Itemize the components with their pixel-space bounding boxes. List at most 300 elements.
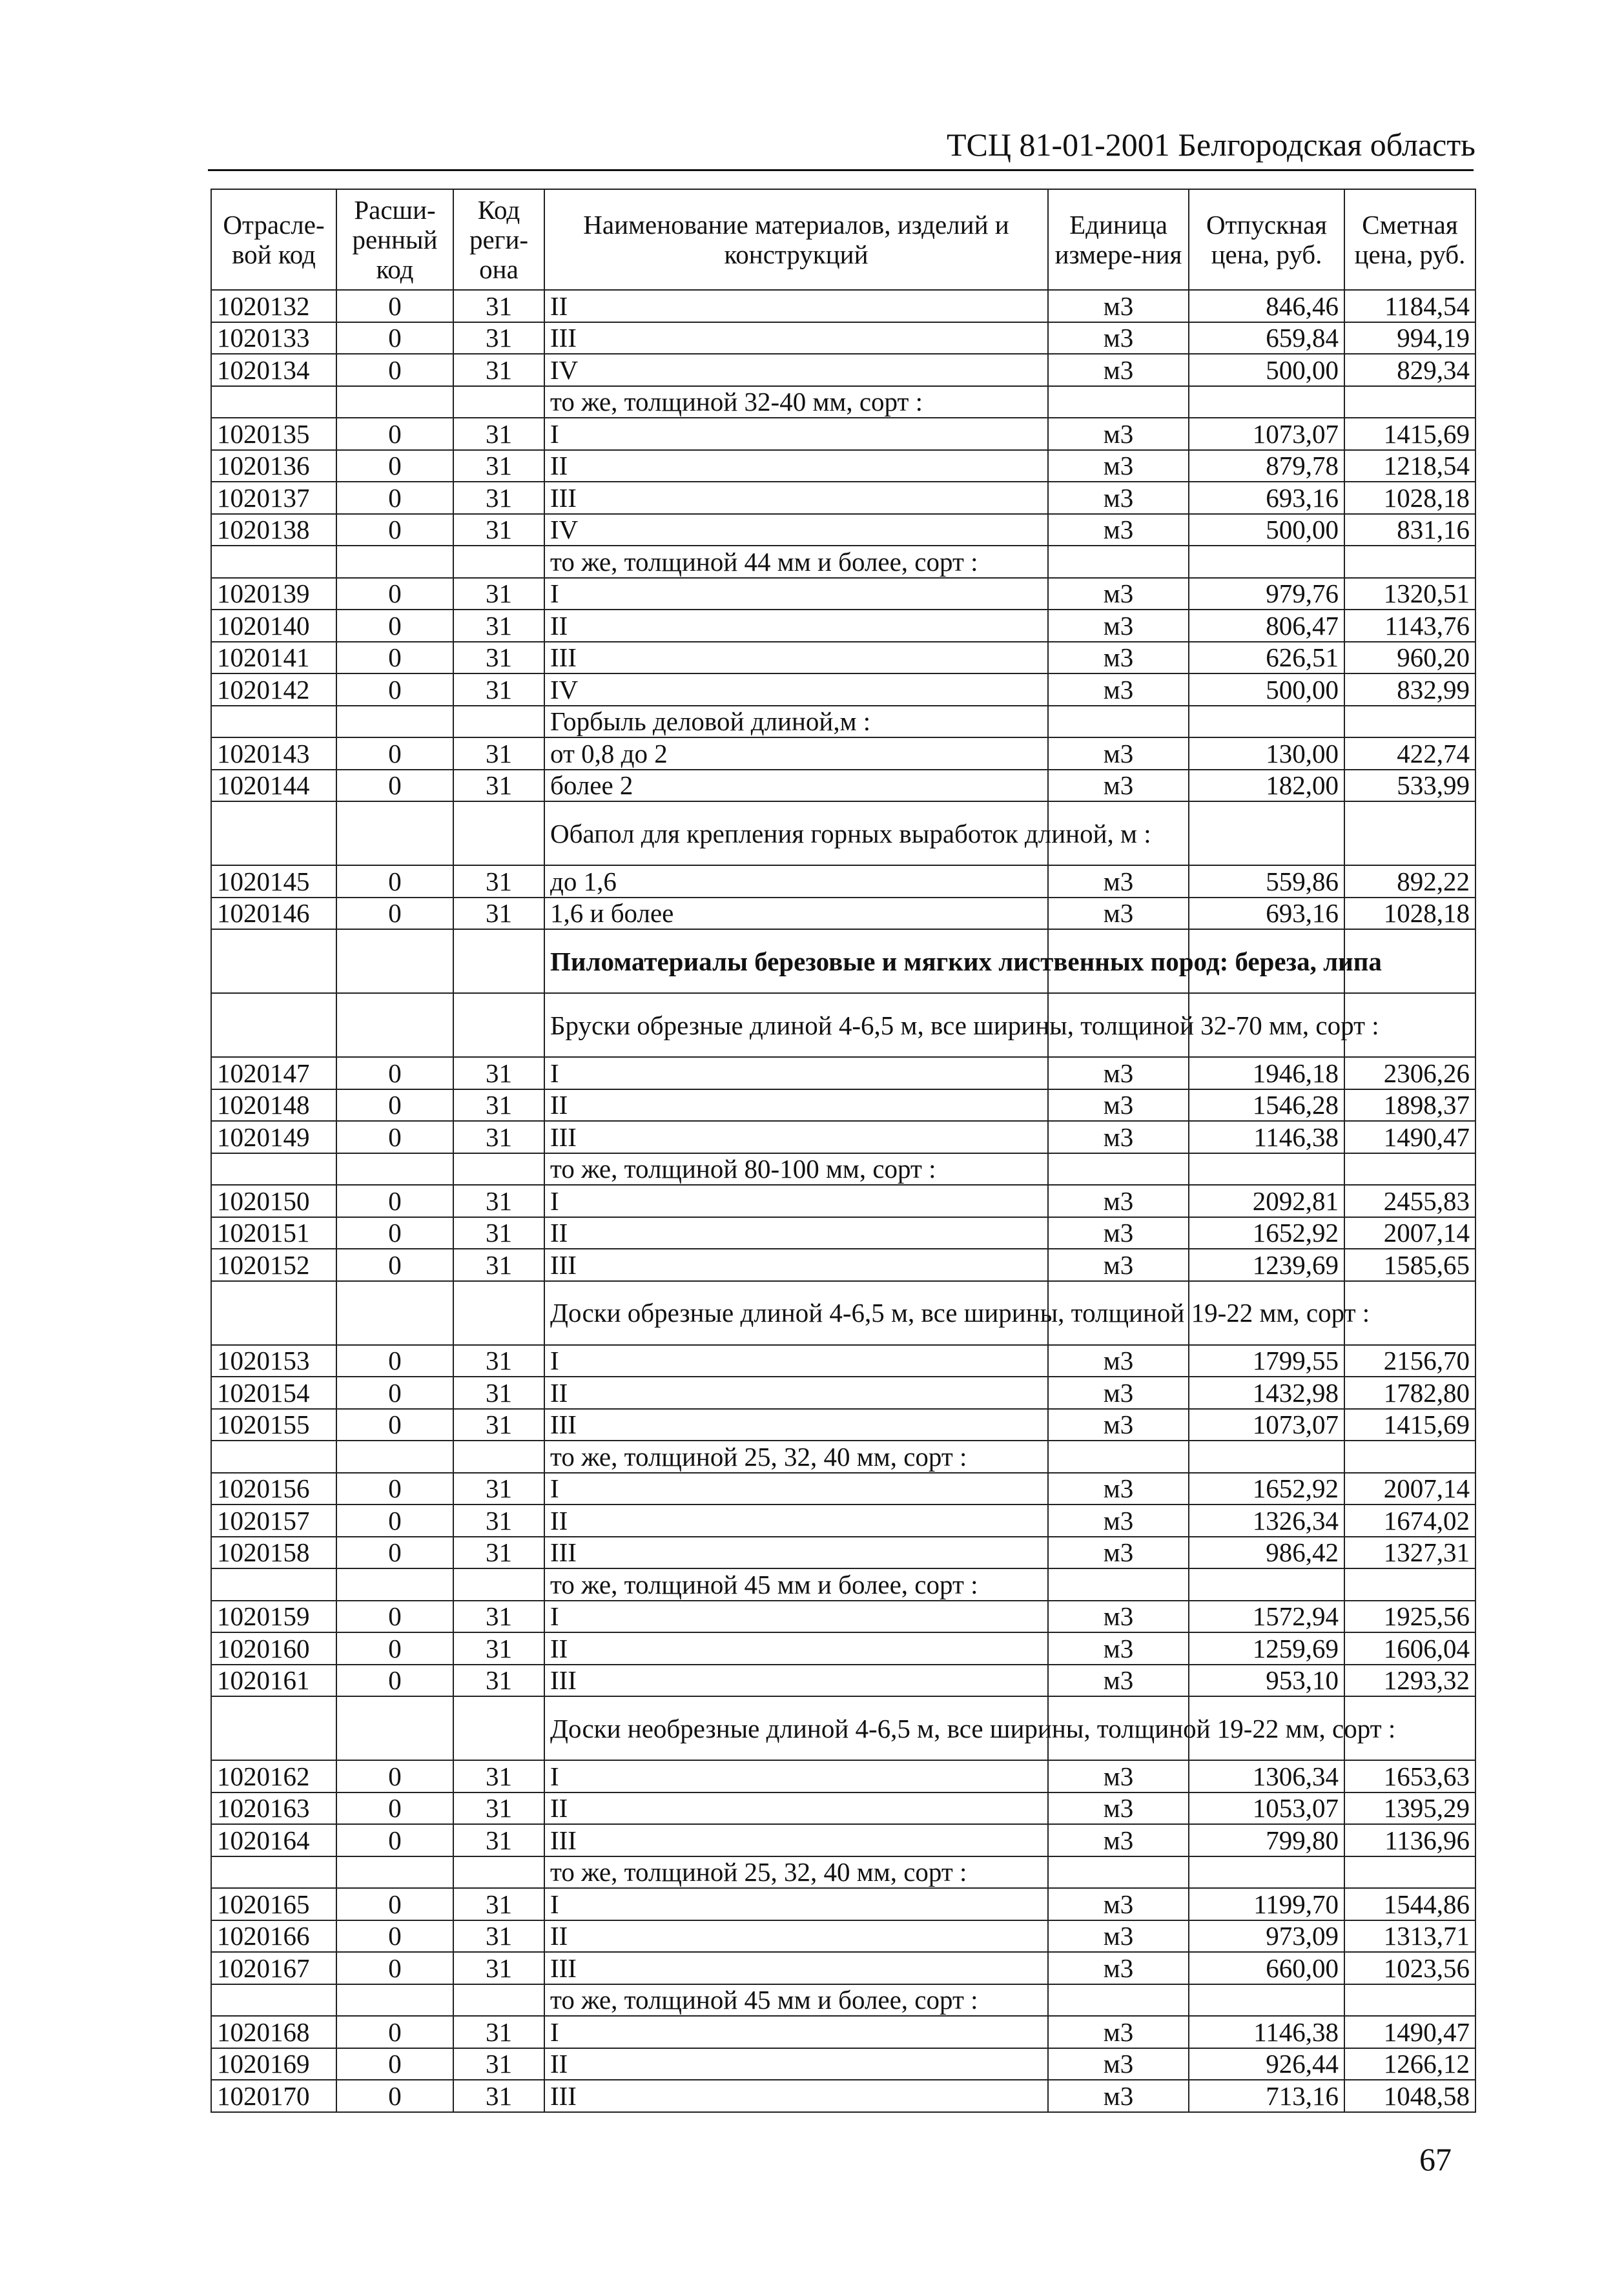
industry-code-cell — [211, 706, 336, 738]
estimate-price-cell: 1925,56 — [1344, 1601, 1475, 1633]
estimate-price-cell: 994,19 — [1344, 322, 1475, 354]
region-code-cell — [453, 706, 544, 738]
industry-code-cell: 1020162 — [211, 1760, 336, 1792]
unit-cell: м3 — [1048, 1473, 1189, 1505]
estimate-price-cell: 960,20 — [1344, 642, 1475, 674]
material-name-cell: I — [544, 1760, 1048, 1792]
industry-code-cell: 1020150 — [211, 1185, 336, 1217]
estimate-price-cell: 2007,14 — [1344, 1217, 1475, 1249]
extended-code-cell: 0 — [336, 1920, 453, 1953]
release-price-cell — [1189, 1153, 1344, 1186]
industry-code-cell: 1020156 — [211, 1473, 336, 1505]
extended-code-cell: 0 — [336, 770, 453, 802]
estimate-price-cell — [1344, 386, 1475, 418]
estimate-price-cell: 1143,76 — [1344, 610, 1475, 642]
industry-code-cell — [211, 801, 336, 865]
region-code-cell: 31 — [453, 322, 544, 354]
extended-code-cell — [336, 1984, 453, 2017]
release-price-cell: 973,09 — [1189, 1920, 1344, 1953]
estimate-price-cell — [1344, 1441, 1475, 1473]
release-price-cell: 626,51 — [1189, 642, 1344, 674]
release-price-cell: 1946,18 — [1189, 1057, 1344, 1089]
table-section-row — [211, 929, 1475, 993]
extended-code-cell: 0 — [336, 578, 453, 610]
industry-code-cell: 1020163 — [211, 1792, 336, 1825]
col-header-unit: Единица измере-ния — [1048, 189, 1189, 290]
industry-code-cell: 1020148 — [211, 1089, 336, 1122]
material-name-cell: III — [544, 1121, 1048, 1153]
region-code-cell: 31 — [453, 865, 544, 898]
material-name-cell: то же, толщиной 25, 32, 40 мм, сорт : — [544, 1441, 1048, 1473]
region-code-cell: 31 — [453, 450, 544, 482]
table-row — [211, 1888, 1475, 1920]
extended-code-cell: 0 — [336, 737, 453, 770]
unit-cell: м3 — [1048, 1632, 1189, 1665]
region-code-cell: 31 — [453, 2048, 544, 2080]
extended-code-cell: 0 — [336, 1665, 453, 1697]
unit-cell: м3 — [1048, 1665, 1189, 1697]
unit-cell: м3 — [1048, 1537, 1189, 1569]
table-row — [211, 514, 1475, 546]
release-price-cell: 1239,69 — [1189, 1249, 1344, 1281]
region-code-cell: 31 — [453, 1824, 544, 1856]
unit-cell: м3 — [1048, 1792, 1189, 1825]
col-header-material-name: Наименование материалов, изделий и конструкций — [544, 189, 1048, 290]
material-name-cell: III — [544, 2080, 1048, 2112]
table-row — [211, 737, 1475, 770]
extended-code-cell: 0 — [336, 1121, 453, 1153]
extended-code-cell — [336, 386, 453, 418]
table-row — [211, 1537, 1475, 1569]
release-price-cell: 879,78 — [1189, 450, 1344, 482]
unit-cell — [1048, 1568, 1189, 1601]
table-row — [211, 1089, 1475, 1122]
table-row — [211, 865, 1475, 898]
unit-cell: м3 — [1048, 2048, 1189, 2080]
release-price-cell: 1546,28 — [1189, 1089, 1344, 1122]
estimate-price-cell: 1048,58 — [1344, 2080, 1475, 2112]
unit-cell — [1048, 1153, 1189, 1186]
unit-cell: м3 — [1048, 1601, 1189, 1633]
extended-code-cell: 0 — [336, 354, 453, 386]
unit-cell: м3 — [1048, 1217, 1189, 1249]
region-code-cell — [453, 929, 544, 993]
region-code-cell: 31 — [453, 642, 544, 674]
industry-code-cell: 1020155 — [211, 1409, 336, 1441]
table-section-row — [211, 546, 1475, 578]
estimate-price-cell — [1344, 1568, 1475, 1601]
extended-code-cell: 0 — [336, 1409, 453, 1441]
material-name-cell: то же, толщиной 44 мм и более, сорт : — [544, 546, 1048, 578]
estimate-price-cell — [1344, 1153, 1475, 1186]
industry-code-cell: 1020164 — [211, 1824, 336, 1856]
region-code-cell: 31 — [453, 1665, 544, 1697]
release-price-cell: 559,86 — [1189, 865, 1344, 898]
region-code-cell: 31 — [453, 1888, 544, 1920]
table-row — [211, 1952, 1475, 1984]
material-name-cell: III — [544, 482, 1048, 514]
estimate-price-cell: 832,99 — [1344, 673, 1475, 706]
unit-cell: м3 — [1048, 1952, 1189, 1984]
industry-code-cell: 1020141 — [211, 642, 336, 674]
table-row — [211, 1632, 1475, 1665]
material-name-cell: III — [544, 1249, 1048, 1281]
table-section-row — [211, 1153, 1475, 1186]
industry-code-cell: 1020140 — [211, 610, 336, 642]
extended-code-cell — [336, 546, 453, 578]
industry-code-cell — [211, 1281, 336, 1345]
col-header-region-code: Код реги-она — [453, 189, 544, 290]
unit-cell: м3 — [1048, 514, 1189, 546]
material-name-cell: III — [544, 322, 1048, 354]
material-name-cell: Пиломатериалы березовые и мягких лиственных пород: береза, липа — [544, 929, 1048, 993]
unit-cell: м3 — [1048, 1121, 1189, 1153]
industry-code-cell — [211, 993, 336, 1057]
region-code-cell: 31 — [453, 578, 544, 610]
region-code-cell: 31 — [453, 1185, 544, 1217]
material-name-cell: II — [544, 1089, 1048, 1122]
table-row — [211, 1473, 1475, 1505]
industry-code-cell: 1020136 — [211, 450, 336, 482]
industry-code-cell: 1020157 — [211, 1505, 336, 1537]
unit-cell: м3 — [1048, 578, 1189, 610]
release-price-cell: 659,84 — [1189, 322, 1344, 354]
industry-code-cell: 1020132 — [211, 290, 336, 322]
industry-code-cell: 1020139 — [211, 578, 336, 610]
table-row — [211, 2048, 1475, 2080]
industry-code-cell: 1020149 — [211, 1121, 336, 1153]
estimate-price-cell: 1415,69 — [1344, 1409, 1475, 1441]
material-name-cell: I — [544, 1601, 1048, 1633]
table-section-row — [211, 1281, 1475, 1345]
material-name-cell: III — [544, 1665, 1048, 1697]
estimate-price-cell: 2455,83 — [1344, 1185, 1475, 1217]
material-name-cell: I — [544, 2016, 1048, 2048]
release-price-cell: 1652,92 — [1189, 1473, 1344, 1505]
table-row — [211, 450, 1475, 482]
extended-code-cell: 0 — [336, 1249, 453, 1281]
estimate-price-cell: 831,16 — [1344, 514, 1475, 546]
material-name-cell: II — [544, 450, 1048, 482]
region-code-cell: 31 — [453, 1377, 544, 1409]
extended-code-cell: 0 — [336, 2080, 453, 2112]
material-name-cell: более 2 — [544, 770, 1048, 802]
estimate-price-cell: 1415,69 — [1344, 418, 1475, 450]
region-code-cell: 31 — [453, 1792, 544, 1825]
region-code-cell — [453, 993, 544, 1057]
release-price-cell: 1199,70 — [1189, 1888, 1344, 1920]
unit-cell: м3 — [1048, 1760, 1189, 1792]
industry-code-cell: 1020169 — [211, 2048, 336, 2080]
unit-cell — [1048, 1856, 1189, 1889]
industry-code-cell — [211, 386, 336, 418]
extended-code-cell: 0 — [336, 1792, 453, 1825]
unit-cell — [1048, 546, 1189, 578]
release-price-cell: 693,16 — [1189, 482, 1344, 514]
release-price-cell: 926,44 — [1189, 2048, 1344, 2080]
material-name-cell: III — [544, 1409, 1048, 1441]
extended-code-cell: 0 — [336, 1473, 453, 1505]
page-number: 67 — [1419, 2141, 1452, 2177]
release-price-cell: 986,42 — [1189, 1537, 1344, 1569]
region-code-cell: 31 — [453, 290, 544, 322]
unit-cell: м3 — [1048, 1377, 1189, 1409]
unit-cell: м3 — [1048, 737, 1189, 770]
table-row — [211, 770, 1475, 802]
material-name-cell: I — [544, 1473, 1048, 1505]
extended-code-cell: 0 — [336, 1377, 453, 1409]
industry-code-cell: 1020135 — [211, 418, 336, 450]
industry-code-cell: 1020147 — [211, 1057, 336, 1089]
region-code-cell: 31 — [453, 1089, 544, 1122]
region-code-cell — [453, 1441, 544, 1473]
industry-code-cell: 1020167 — [211, 1952, 336, 1984]
extended-code-cell: 0 — [336, 290, 453, 322]
estimate-price-cell: 2007,14 — [1344, 1473, 1475, 1505]
release-price-cell: 500,00 — [1189, 514, 1344, 546]
table-row — [211, 642, 1475, 674]
material-name-cell: III — [544, 642, 1048, 674]
extended-code-cell — [336, 1568, 453, 1601]
extended-code-cell: 0 — [336, 1888, 453, 1920]
release-price-cell: 130,00 — [1189, 737, 1344, 770]
table-row — [211, 322, 1475, 354]
release-price-cell — [1189, 1441, 1344, 1473]
estimate-price-cell — [1344, 546, 1475, 578]
unit-cell: м3 — [1048, 770, 1189, 802]
unit-cell: м3 — [1048, 1185, 1189, 1217]
estimate-price-cell: 1320,51 — [1344, 578, 1475, 610]
extended-code-cell — [336, 993, 453, 1057]
table-row — [211, 1792, 1475, 1825]
industry-code-cell: 1020158 — [211, 1537, 336, 1569]
extended-code-cell: 0 — [336, 1824, 453, 1856]
extended-code-cell: 0 — [336, 1601, 453, 1633]
col-header-estimate-price: Сметная цена, руб. — [1344, 189, 1475, 290]
material-name-cell: III — [544, 1537, 1048, 1569]
table-row — [211, 578, 1475, 610]
material-name-cell: Доски обрезные длиной 4-6,5 м, все ширины, толщиной 19-22 мм, сорт : — [544, 1281, 1048, 1345]
extended-code-cell: 0 — [336, 673, 453, 706]
industry-code-cell — [211, 929, 336, 993]
material-name-cell: IV — [544, 354, 1048, 386]
estimate-price-cell: 1028,18 — [1344, 482, 1475, 514]
unit-cell — [1048, 386, 1189, 418]
table-section-row — [211, 993, 1475, 1057]
release-price-cell — [1189, 801, 1344, 865]
release-price-cell: 1259,69 — [1189, 1632, 1344, 1665]
estimate-price-cell: 892,22 — [1344, 865, 1475, 898]
table-row — [211, 482, 1475, 514]
extended-code-cell — [336, 929, 453, 993]
region-code-cell: 31 — [453, 2080, 544, 2112]
release-price-cell: 806,47 — [1189, 610, 1344, 642]
estimate-price-cell: 1028,18 — [1344, 898, 1475, 930]
unit-cell: м3 — [1048, 898, 1189, 930]
extended-code-cell: 0 — [336, 450, 453, 482]
extended-code-cell — [336, 1441, 453, 1473]
unit-cell — [1048, 706, 1189, 738]
estimate-price-cell: 1313,71 — [1344, 1920, 1475, 1953]
industry-code-cell: 1020161 — [211, 1665, 336, 1697]
unit-cell: м3 — [1048, 2080, 1189, 2112]
region-code-cell: 31 — [453, 1537, 544, 1569]
material-name-cell: II — [544, 290, 1048, 322]
industry-code-cell — [211, 1568, 336, 1601]
table-section-row — [211, 801, 1475, 865]
industry-code-cell: 1020170 — [211, 2080, 336, 2112]
extended-code-cell: 0 — [336, 514, 453, 546]
table-section-row — [211, 1984, 1475, 2017]
table-section-row — [211, 1441, 1475, 1473]
material-name-cell: II — [544, 1505, 1048, 1537]
material-name-cell: II — [544, 2048, 1048, 2080]
release-price-cell: 979,76 — [1189, 578, 1344, 610]
table-section-row — [211, 1568, 1475, 1601]
industry-code-cell — [211, 1696, 336, 1760]
estimate-price-cell: 1490,47 — [1344, 2016, 1475, 2048]
table-row — [211, 1217, 1475, 1249]
table-row — [211, 1505, 1475, 1537]
extended-code-cell: 0 — [336, 1632, 453, 1665]
material-name-cell: Доски необрезные длиной 4-6,5 м, все ширины, толщиной 19-22 мм, сорт : — [544, 1696, 1048, 1760]
extended-code-cell: 0 — [336, 2048, 453, 2080]
release-price-cell: 846,46 — [1189, 290, 1344, 322]
table-row — [211, 1760, 1475, 1792]
region-code-cell: 31 — [453, 1601, 544, 1633]
region-code-cell — [453, 1153, 544, 1186]
unit-cell: м3 — [1048, 610, 1189, 642]
release-price-cell: 953,10 — [1189, 1665, 1344, 1697]
estimate-price-cell: 829,34 — [1344, 354, 1475, 386]
release-price-cell: 713,16 — [1189, 2080, 1344, 2112]
region-code-cell: 31 — [453, 610, 544, 642]
region-code-cell: 31 — [453, 1473, 544, 1505]
table-body — [211, 290, 1475, 2112]
table-row — [211, 1409, 1475, 1441]
col-header-release-price: Отпускная цена, руб. — [1189, 189, 1344, 290]
industry-code-cell: 1020152 — [211, 1249, 336, 1281]
unit-cell: м3 — [1048, 1345, 1189, 1377]
table-row — [211, 1920, 1475, 1953]
extended-code-cell: 0 — [336, 1185, 453, 1217]
table-row — [211, 2016, 1475, 2048]
region-code-cell: 31 — [453, 1760, 544, 1792]
header-rule — [208, 169, 1474, 171]
extended-code-cell: 0 — [336, 610, 453, 642]
estimate-price-cell: 2156,70 — [1344, 1345, 1475, 1377]
unit-cell: м3 — [1048, 1249, 1189, 1281]
industry-code-cell: 1020144 — [211, 770, 336, 802]
unit-cell: м3 — [1048, 482, 1189, 514]
material-name-cell: I — [544, 1888, 1048, 1920]
table-row — [211, 1824, 1475, 1856]
estimate-price-cell: 1218,54 — [1344, 450, 1475, 482]
material-name-cell: III — [544, 1952, 1048, 1984]
table-row — [211, 1249, 1475, 1281]
unit-cell: м3 — [1048, 290, 1189, 322]
unit-cell: м3 — [1048, 1409, 1189, 1441]
release-price-cell: 1053,07 — [1189, 1792, 1344, 1825]
table-row — [211, 290, 1475, 322]
region-code-cell: 31 — [453, 1632, 544, 1665]
industry-code-cell: 1020142 — [211, 673, 336, 706]
region-code-cell: 31 — [453, 1121, 544, 1153]
release-price-cell: 1073,07 — [1189, 418, 1344, 450]
table-row — [211, 2080, 1475, 2112]
table-row — [211, 1185, 1475, 1217]
release-price-cell: 1572,94 — [1189, 1601, 1344, 1633]
material-name-cell: II — [544, 1920, 1048, 1953]
industry-code-cell: 1020134 — [211, 354, 336, 386]
region-code-cell: 31 — [453, 898, 544, 930]
industry-code-cell — [211, 1153, 336, 1186]
extended-code-cell: 0 — [336, 898, 453, 930]
release-price-cell: 1799,55 — [1189, 1345, 1344, 1377]
industry-code-cell: 1020145 — [211, 865, 336, 898]
region-code-cell: 31 — [453, 1345, 544, 1377]
unit-cell: м3 — [1048, 1888, 1189, 1920]
extended-code-cell: 0 — [336, 1537, 453, 1569]
extended-code-cell — [336, 1281, 453, 1345]
price-table — [211, 189, 1476, 2113]
table-section-row — [211, 1856, 1475, 1889]
unit-cell — [1048, 1984, 1189, 2017]
release-price-cell — [1189, 1568, 1344, 1601]
extended-code-cell — [336, 1153, 453, 1186]
region-code-cell: 31 — [453, 2016, 544, 2048]
unit-cell: м3 — [1048, 450, 1189, 482]
release-price-cell — [1189, 706, 1344, 738]
extended-code-cell — [336, 1696, 453, 1760]
unit-cell: м3 — [1048, 1824, 1189, 1856]
extended-code-cell: 0 — [336, 1089, 453, 1122]
table-row — [211, 610, 1475, 642]
estimate-price-cell: 1293,32 — [1344, 1665, 1475, 1697]
region-code-cell — [453, 1281, 544, 1345]
estimate-price-cell: 1327,31 — [1344, 1537, 1475, 1569]
region-code-cell — [453, 1696, 544, 1760]
release-price-cell: 1146,38 — [1189, 1121, 1344, 1153]
col-header-extended-code: Расши-ренный код — [336, 189, 453, 290]
region-code-cell: 31 — [453, 1057, 544, 1089]
document-header: ТСЦ 81-01-2001 Белгородская область — [946, 127, 1475, 163]
release-price-cell: 1306,34 — [1189, 1760, 1344, 1792]
release-price-cell: 1146,38 — [1189, 2016, 1344, 2048]
extended-code-cell: 0 — [336, 482, 453, 514]
industry-code-cell: 1020166 — [211, 1920, 336, 1953]
industry-code-cell: 1020143 — [211, 737, 336, 770]
unit-cell: м3 — [1048, 2016, 1189, 2048]
unit-cell: м3 — [1048, 1505, 1189, 1537]
material-name-cell: от 0,8 до 2 — [544, 737, 1048, 770]
extended-code-cell: 0 — [336, 1217, 453, 1249]
table-row — [211, 1377, 1475, 1409]
unit-cell: м3 — [1048, 1057, 1189, 1089]
industry-code-cell: 1020160 — [211, 1632, 336, 1665]
unit-cell: м3 — [1048, 354, 1189, 386]
estimate-price-cell: 1653,63 — [1344, 1760, 1475, 1792]
extended-code-cell: 0 — [336, 2016, 453, 2048]
release-price-cell: 1652,92 — [1189, 1217, 1344, 1249]
region-code-cell: 31 — [453, 514, 544, 546]
extended-code-cell: 0 — [336, 418, 453, 450]
estimate-price-cell: 533,99 — [1344, 770, 1475, 802]
region-code-cell: 31 — [453, 673, 544, 706]
estimate-price-cell: 1136,96 — [1344, 1824, 1475, 1856]
table-row — [211, 1121, 1475, 1153]
extended-code-cell — [336, 801, 453, 865]
